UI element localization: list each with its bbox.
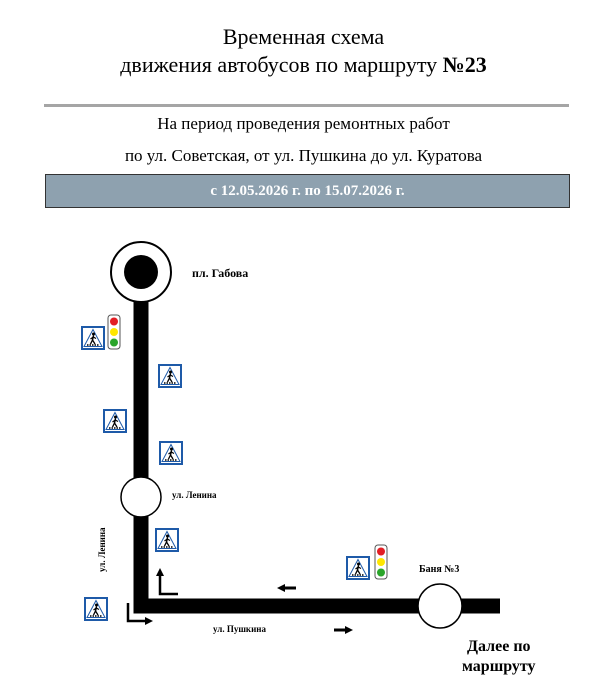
pedestrian-crossing-icon: [155, 528, 179, 552]
pedestrian-crossing-icon: [346, 556, 370, 580]
continue-text-line2: маршруту: [462, 658, 536, 675]
pedestrian-crossing-icon: [103, 409, 127, 433]
traffic-light-icon: [108, 315, 120, 349]
period-band: с 12.05.2026 г. по 15.07.2026 г.: [45, 174, 570, 208]
subtitle-line-2: по ул. Советская, от ул. Пушкина до ул. Куратова: [124, 146, 483, 165]
route-line: [141, 272, 500, 606]
arrow-right-icon: [334, 626, 353, 634]
subtitle-line-1: На период проведения ремонтных работ: [157, 114, 450, 133]
title-prefix: движения автобусов по маршруту: [120, 52, 443, 77]
stop-label-gabova: пл. Габова: [192, 266, 249, 280]
traffic-light-icon: [375, 545, 387, 579]
pedestrian-crossing-icon: [158, 364, 182, 388]
stop-label-lenina: ул. Ленина: [172, 490, 217, 500]
stop-banya: [418, 584, 462, 628]
stop-gabova: [111, 242, 171, 302]
pedestrian-crossing-icon: [159, 441, 183, 465]
arrow-left-icon: [277, 584, 296, 592]
street-label-lenina: ул. Ленина: [97, 527, 107, 572]
street-label-pushkina: ул. Пушкина: [213, 624, 266, 634]
title-line-1: Временная схема: [222, 24, 385, 49]
continue-text-line1: Далее по: [467, 638, 531, 655]
pedestrian-crossing-icon: [81, 326, 105, 350]
turn-up-arrow-icon: [156, 568, 178, 594]
pedestrian-crossing-icon: [84, 597, 108, 621]
stop-lenina: [121, 477, 161, 517]
route-number: №23: [442, 52, 487, 77]
stop-label-banya: Баня №3: [419, 564, 460, 575]
